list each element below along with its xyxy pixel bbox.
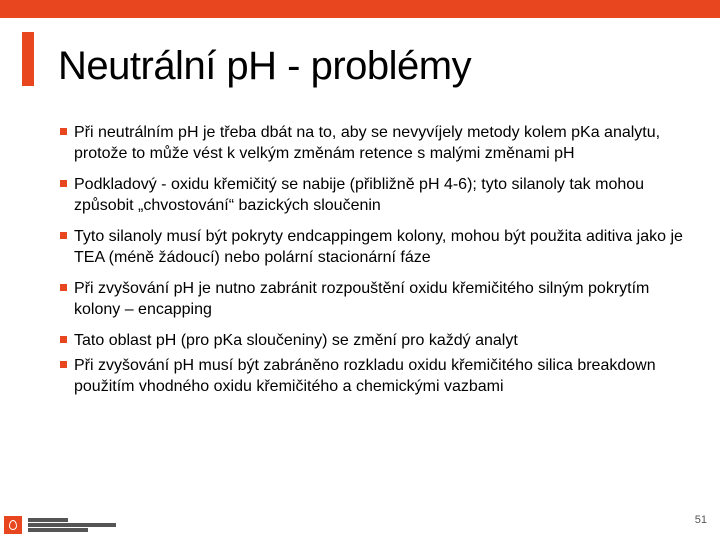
university-logo-icon (4, 516, 22, 534)
bullet-text: Při neutrálním pH je třeba dbát na to, aby se nevyvíjely metody kolem pKa analytu, protože to může vést k velkým změnám retence s malými změnami pH (74, 124, 661, 162)
logo-wordmark (28, 518, 116, 533)
page-number: 51 (694, 514, 707, 526)
title-accent-bar (22, 32, 34, 86)
bullet-item (60, 174, 700, 216)
bullet-list (60, 122, 700, 407)
bullet-item (60, 355, 700, 397)
bullet-item (60, 278, 700, 320)
bullet-text: Při zvyšování pH je nutno zabránit rozpouštění oxidu křemičitého silným pokrytím kolony – encapping (74, 280, 650, 318)
university-logo (4, 516, 124, 536)
square-bullet-icon (60, 336, 67, 343)
bullet-text: Tyto silanoly musí být pokryty endcappingem kolony, mohou být použita aditiva jako je TEA (méně žádoucí) nebo polární stacionární fáze (74, 228, 683, 266)
top-accent-band (0, 0, 720, 18)
square-bullet-icon (60, 232, 67, 239)
slide-title: Neutrální pH - problémy (58, 44, 472, 88)
square-bullet-icon (60, 284, 67, 291)
bullet-text: Podkladový - oxidu křemičitý se nabije (přibližně pH 4-6); tyto silanoly tak mohou způsobit „chvostování“ bazických sloučenin (74, 176, 645, 214)
square-bullet-icon (60, 128, 67, 135)
square-bullet-icon (60, 180, 67, 187)
bullet-item (60, 330, 700, 351)
bullet-text: Při zvyšování pH musí být zabráněno rozkladu oxidu křemičitého silica breakdown použitím vhodného oxidu křemičitého a chemickými vazbami (74, 357, 656, 395)
square-bullet-icon (60, 361, 67, 368)
bullet-item (60, 226, 700, 268)
bullet-item (60, 122, 700, 164)
bullet-text: Tato oblast pH (pro pKa sloučeniny) se změní pro každý analyt (74, 332, 518, 349)
